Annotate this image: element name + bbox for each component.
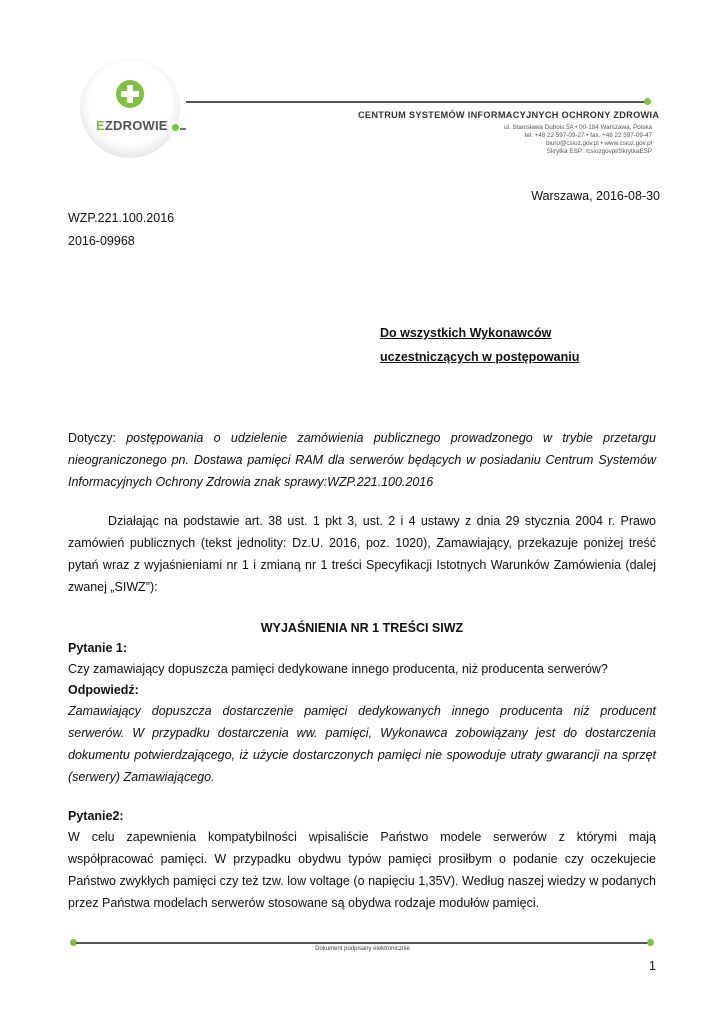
reference-number: WZP.221.100.2016	[68, 211, 175, 225]
header-rule-lower	[180, 128, 186, 130]
header-rule-upper	[186, 101, 648, 103]
question-1-text: Czy zamawiający dopuszcza pamięci dedykowane innego producenta, niż producenta serwerów?	[68, 662, 608, 676]
intro-paragraph: Działając na podstawie art. 38 ust. 1 pkt 3, ust. 2 i 4 ustawy z dnia 29 stycznia 2004 r. Prawo zamówień publicznych (tekst jednolity: Dz.U. 2016, poz. 1020), Zamawiający, przekazuje poniżej treść pytań wraz z wyjaśnieniami nr 1 i zmianą nr 1 treści Specyfikacji Istotnych Warunków Zamówienia (dalej zwanej „SIWZ”):	[68, 514, 656, 594]
header-rule-dot-upper	[644, 98, 651, 105]
email-web-line: biuro@csioz.gov.pl • www.csioz.gov.pl	[545, 140, 652, 147]
header-rule-dot-lower	[172, 124, 179, 131]
recipient-line-1: Do wszystkich Wykonawców	[380, 326, 552, 340]
plus-icon	[116, 80, 144, 108]
brand-logo-text: EZDROWIE	[96, 118, 168, 133]
contact-line: tel. +48 22 597-09-27 • fax. +48 22 597-09-47	[524, 132, 652, 139]
subject-label: Dotyczy:	[68, 431, 116, 445]
question-1-label: Pytanie 1:	[68, 641, 128, 655]
answer-1-label: Odpowiedź:	[68, 683, 139, 697]
organization-address	[470, 124, 652, 156]
question-2-label: Pytanie2:	[68, 809, 124, 823]
section-title: WYJAŚNIENIA NR 1 TREŚCI SIWZ	[260, 621, 464, 635]
footer-rule	[76, 942, 648, 944]
recipient-line-2: uczestniczących w postępowaniu	[380, 350, 580, 364]
case-number: 2016-09968	[68, 234, 135, 248]
logo-badge	[80, 58, 180, 158]
esp-line: Skrytka ESP: /csiozgovpl/SkrytkaESP	[546, 148, 652, 155]
organization-name: CENTRUM SYSTEMÓW INFORMACYJNYCH OCHRONY ZDROWIA	[358, 110, 660, 120]
question-2-text: W celu zapewnienia kompatybilności wpisaliście Państwo modele serwerów z którymi mają współpracować pamięci. W przypadku obydwu typów pamięci prosiłbym o podanie czy oczekujecie Państwo zwykłych pamięci czy też tzw. low voltage (o napięciu 1,35V). Według naszej wiedzy w podanych przez Państwa modelach serwerów stosowane są obydwa rodzaje modułów pamięci.	[68, 830, 656, 910]
answer-1-text: Zamawiający dopuszcza dostarczenie pamięci dedykowanych innego producenta niż producent serwerów. W przypadku dostarczenia ww. pamięci, Wykonawca zobowiązany jest do dostarczenia dokumentu potwierdzającego, iż użycie dostarczonych pamięci nie spowoduje utraty gwarancji na sprzęt (serwery) Zamawiającego.	[68, 704, 656, 784]
signed-electronically-note: Dokument podpisany elektronicznie	[315, 946, 410, 952]
subject-text: postępowania o udzielenie zamówienia publicznego prowadzonego w trybie przetargu nieograniczonego pn. Dostawa pamięci RAM dla serwerów będących w posiadaniu Centrum Systemów Informacyjnych Ochrony Zdrowia znak sprawy:WZP.221.100.2016	[68, 431, 656, 489]
place-date: Warszawa, 2016-08-30	[531, 189, 660, 203]
address-line: ul. Stanisława Dubois 5A • 00-184 Warszawa, Polska	[504, 124, 652, 131]
page-number: 1	[649, 959, 656, 973]
subject-paragraph	[68, 427, 656, 493]
footer-rule-dot-right	[647, 939, 654, 946]
